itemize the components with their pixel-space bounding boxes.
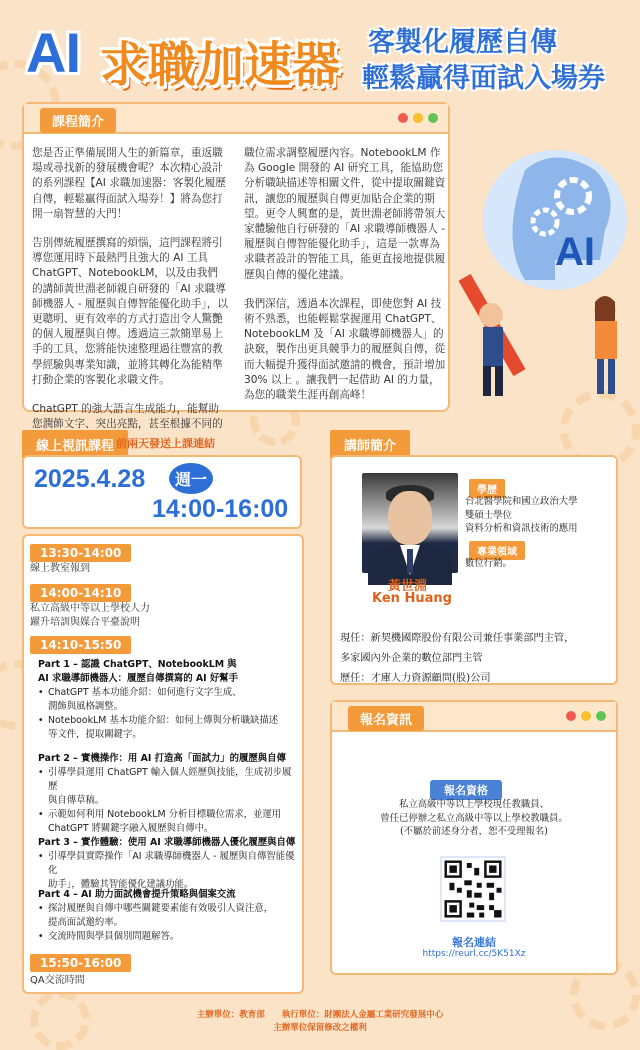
course-part (38, 752, 300, 836)
window-titlebar (24, 104, 448, 134)
course-label: 線上視訊課程 (22, 430, 128, 459)
window-controls (398, 113, 438, 123)
instructor-panel (330, 455, 618, 685)
slot-time: 14:10-15:50 (30, 636, 131, 654)
registration-panel (330, 700, 618, 975)
edu-label: 學歷 (469, 479, 505, 498)
part-item: • ChatGPT 基本功能介紹：如何進行文字生成、 潤飾與風格調整。 (38, 686, 300, 714)
header-title: 求職加速器 (100, 37, 341, 93)
part-item: • 示範如何利用 NotebookLM 分析目標職位需求，並運用 ChatGPT 將關鍵字融入履歷與自傳中。 (38, 808, 300, 836)
course-time: 14:00-16:00 (152, 495, 289, 523)
course-note: 前兩天發送上課連結 (116, 437, 215, 450)
part-title: Part 3 – 實作體驗：使用 AI 求職導師機器人優化履歷與自傳 (38, 837, 296, 848)
part-title: Part 4 – AI 助力面試機會提升策略與個案交流 (38, 889, 236, 900)
registration-title: 報名資訊 (348, 706, 424, 731)
instructor-current: 現任：新契機國際股份有限公司兼任事業部門主管， 多家國內外企業的數位部門主管 歷任：才庫人力資源顧問(股)公司 (340, 633, 575, 684)
part-title: Part 1 – 認識 ChatGPT、NotebookLM 與 AI 求職導師機器人：履歷自傳撰寫的 AI 好幫手 (38, 659, 239, 684)
intro-panel (22, 102, 450, 431)
window-controls (566, 711, 606, 721)
window-titlebar (332, 702, 616, 732)
footer-note: 主辦單位保留修改之權利 (273, 1023, 367, 1033)
instructor-name-en: Ken Huang (372, 591, 452, 606)
course-part (38, 658, 300, 742)
course-date: 2025.4.28 (34, 465, 146, 493)
slot-desc: QA交流時間 (30, 975, 85, 986)
part-item: • NotebookLM 基本功能介紹：如何上傳與分析職缺描述 等文件，提取關鍵字。 (38, 714, 300, 742)
gear-decoration (30, 990, 90, 1050)
qualification-text: 私立高級中等以上學校現任教職員、 曾任已停辦之私立高級中等以上學校教職員。 (不屬於前述身分者，恕不受理報名) (380, 799, 568, 837)
part-title: Part 2 – 實機操作：用 AI 打造高「面試力」的履歷與自傳 (38, 753, 286, 764)
intro-column-right (244, 146, 446, 417)
instructor-name-zh: 黃世淵 (388, 579, 428, 594)
intro-paragraph: 職位需求調整履歷內容。NotebookLM 作為 Google 開發的 AI 研究工具，能協助您分析職缺描述等相關文件，從中提取關鍵資訊，讓您的履歷與自傳更加貼合企業的期望。更令人興奮的是，黃世淵老師將帶領大家體驗他自行研發的「AI 求職導師機器人 - 履歷與自傳智能優化助手」，這是一款專為求職者設計的智能工具，能更直接地提供履歷與自傳的優化建議。 (244, 147, 446, 281)
intro-paragraph: ChatGPT 的強大語言生成能力，能幫助您潤飾文字、突出亮點，甚至根據不同的 (32, 403, 223, 431)
instructor-photo (362, 473, 458, 573)
intro-paragraph: 告別傳統履歷撰寫的煩惱，這門課程將引導您運用時下最熱門且強大的 AI 工具 ChatGPT、NotebookLM，以及由我們的講師黃世淵老師親自研發的「AI 求職導師機器人 - 履歷與自傳智能優化助手」，以更聰明、更有效率的方式打造出令人驚艷的個人履歷與自傳。透過這三款簡單易上手的工具，您將能快速整理過往豐富的教學經驗與專業知識，並將其轉化為能精準打動企業的客製化求職文件。 (32, 237, 228, 386)
course-part (38, 888, 300, 944)
part-item: • 引導學員運用 ChatGPT 輸入個人經歷與技能，生成初步履歷 與自傳草稿。 (38, 766, 300, 808)
schedule-panel (22, 534, 304, 994)
header-ai: AI (26, 21, 80, 84)
intro-column-left (32, 146, 228, 446)
part-item: • 引導學員實際操作「AI 求職導師機器人 - 履歷與自傳智能優化 助手」，體驗其智能優化建議功能。 (38, 850, 300, 892)
slot-time: 13:30-14:00 (30, 544, 131, 562)
ai-illustration (455, 130, 635, 400)
intro-title: 課程簡介 (40, 108, 116, 133)
instructor-label: 講師簡介 (330, 430, 410, 459)
edu-text: 台北醫學院和國立政治大學 雙碩士學位 資料分析和資訊技術的應用 (465, 496, 578, 534)
course-part (38, 836, 300, 892)
slot-desc: 私立高級中等以上學校人力 躍升培訓與媒合平臺說明 (30, 603, 150, 628)
part-item: • 探討履歷與自傳中哪些關鍵要素能有效吸引人資注意， 提高面試邀約率。 (38, 902, 300, 930)
course-weekday: 週一 (169, 463, 213, 494)
slot-time: 14:00-14:10 (30, 584, 131, 602)
field-label: 專業領域 (469, 541, 525, 560)
footer-organizers: 主辦單位：教育部 執行單位：財團法人金屬工業研究發展中心 (196, 1010, 444, 1020)
qualification-label: 報名資格 (430, 780, 502, 800)
registration-url[interactable]: https://reurl.cc/5K51Xz (422, 949, 526, 959)
header-subtitle-1: 客製化履歷自傳 (368, 27, 557, 58)
registration-link-label: 報名連結 (452, 936, 496, 949)
intro-paragraph: 我們深信，透過本次課程，即使您對 AI 技術不熟悉，也能輕鬆掌握運用 ChatGPT、NotebookLM 及「AI 求職導師機器人」的訣竅，製作出更具競爭力的履歷與自傳，從而大幅提升獲得面試邀請的機會，預計增加 30% 以上 。讓我們一起借助 AI 的力量，為您的職業生涯再創高峰！ (244, 297, 446, 402)
svg-text:AI: AI (555, 230, 595, 274)
slot-time: 15:50-16:00 (30, 954, 131, 972)
slot-desc: 線上教室報到 (30, 563, 90, 574)
part-item: • 交流時間與學員個別問題解答。 (38, 930, 300, 944)
header-subtitle-2: 輕鬆贏得面試入場券 (362, 63, 605, 94)
intro-paragraph: 您是否正準備展開人生的新篇章，重返職場或尋找新的發展機會呢？本次精心設計的系列課程【AI 求職加速器：客製化履歷自傳，輕鬆贏得面試入場券！】將為您打開一扇智慧的大門！ (32, 147, 226, 220)
date-panel (22, 455, 302, 529)
qr-code[interactable] (440, 856, 506, 922)
field-text: 數位行銷。 (465, 558, 512, 569)
